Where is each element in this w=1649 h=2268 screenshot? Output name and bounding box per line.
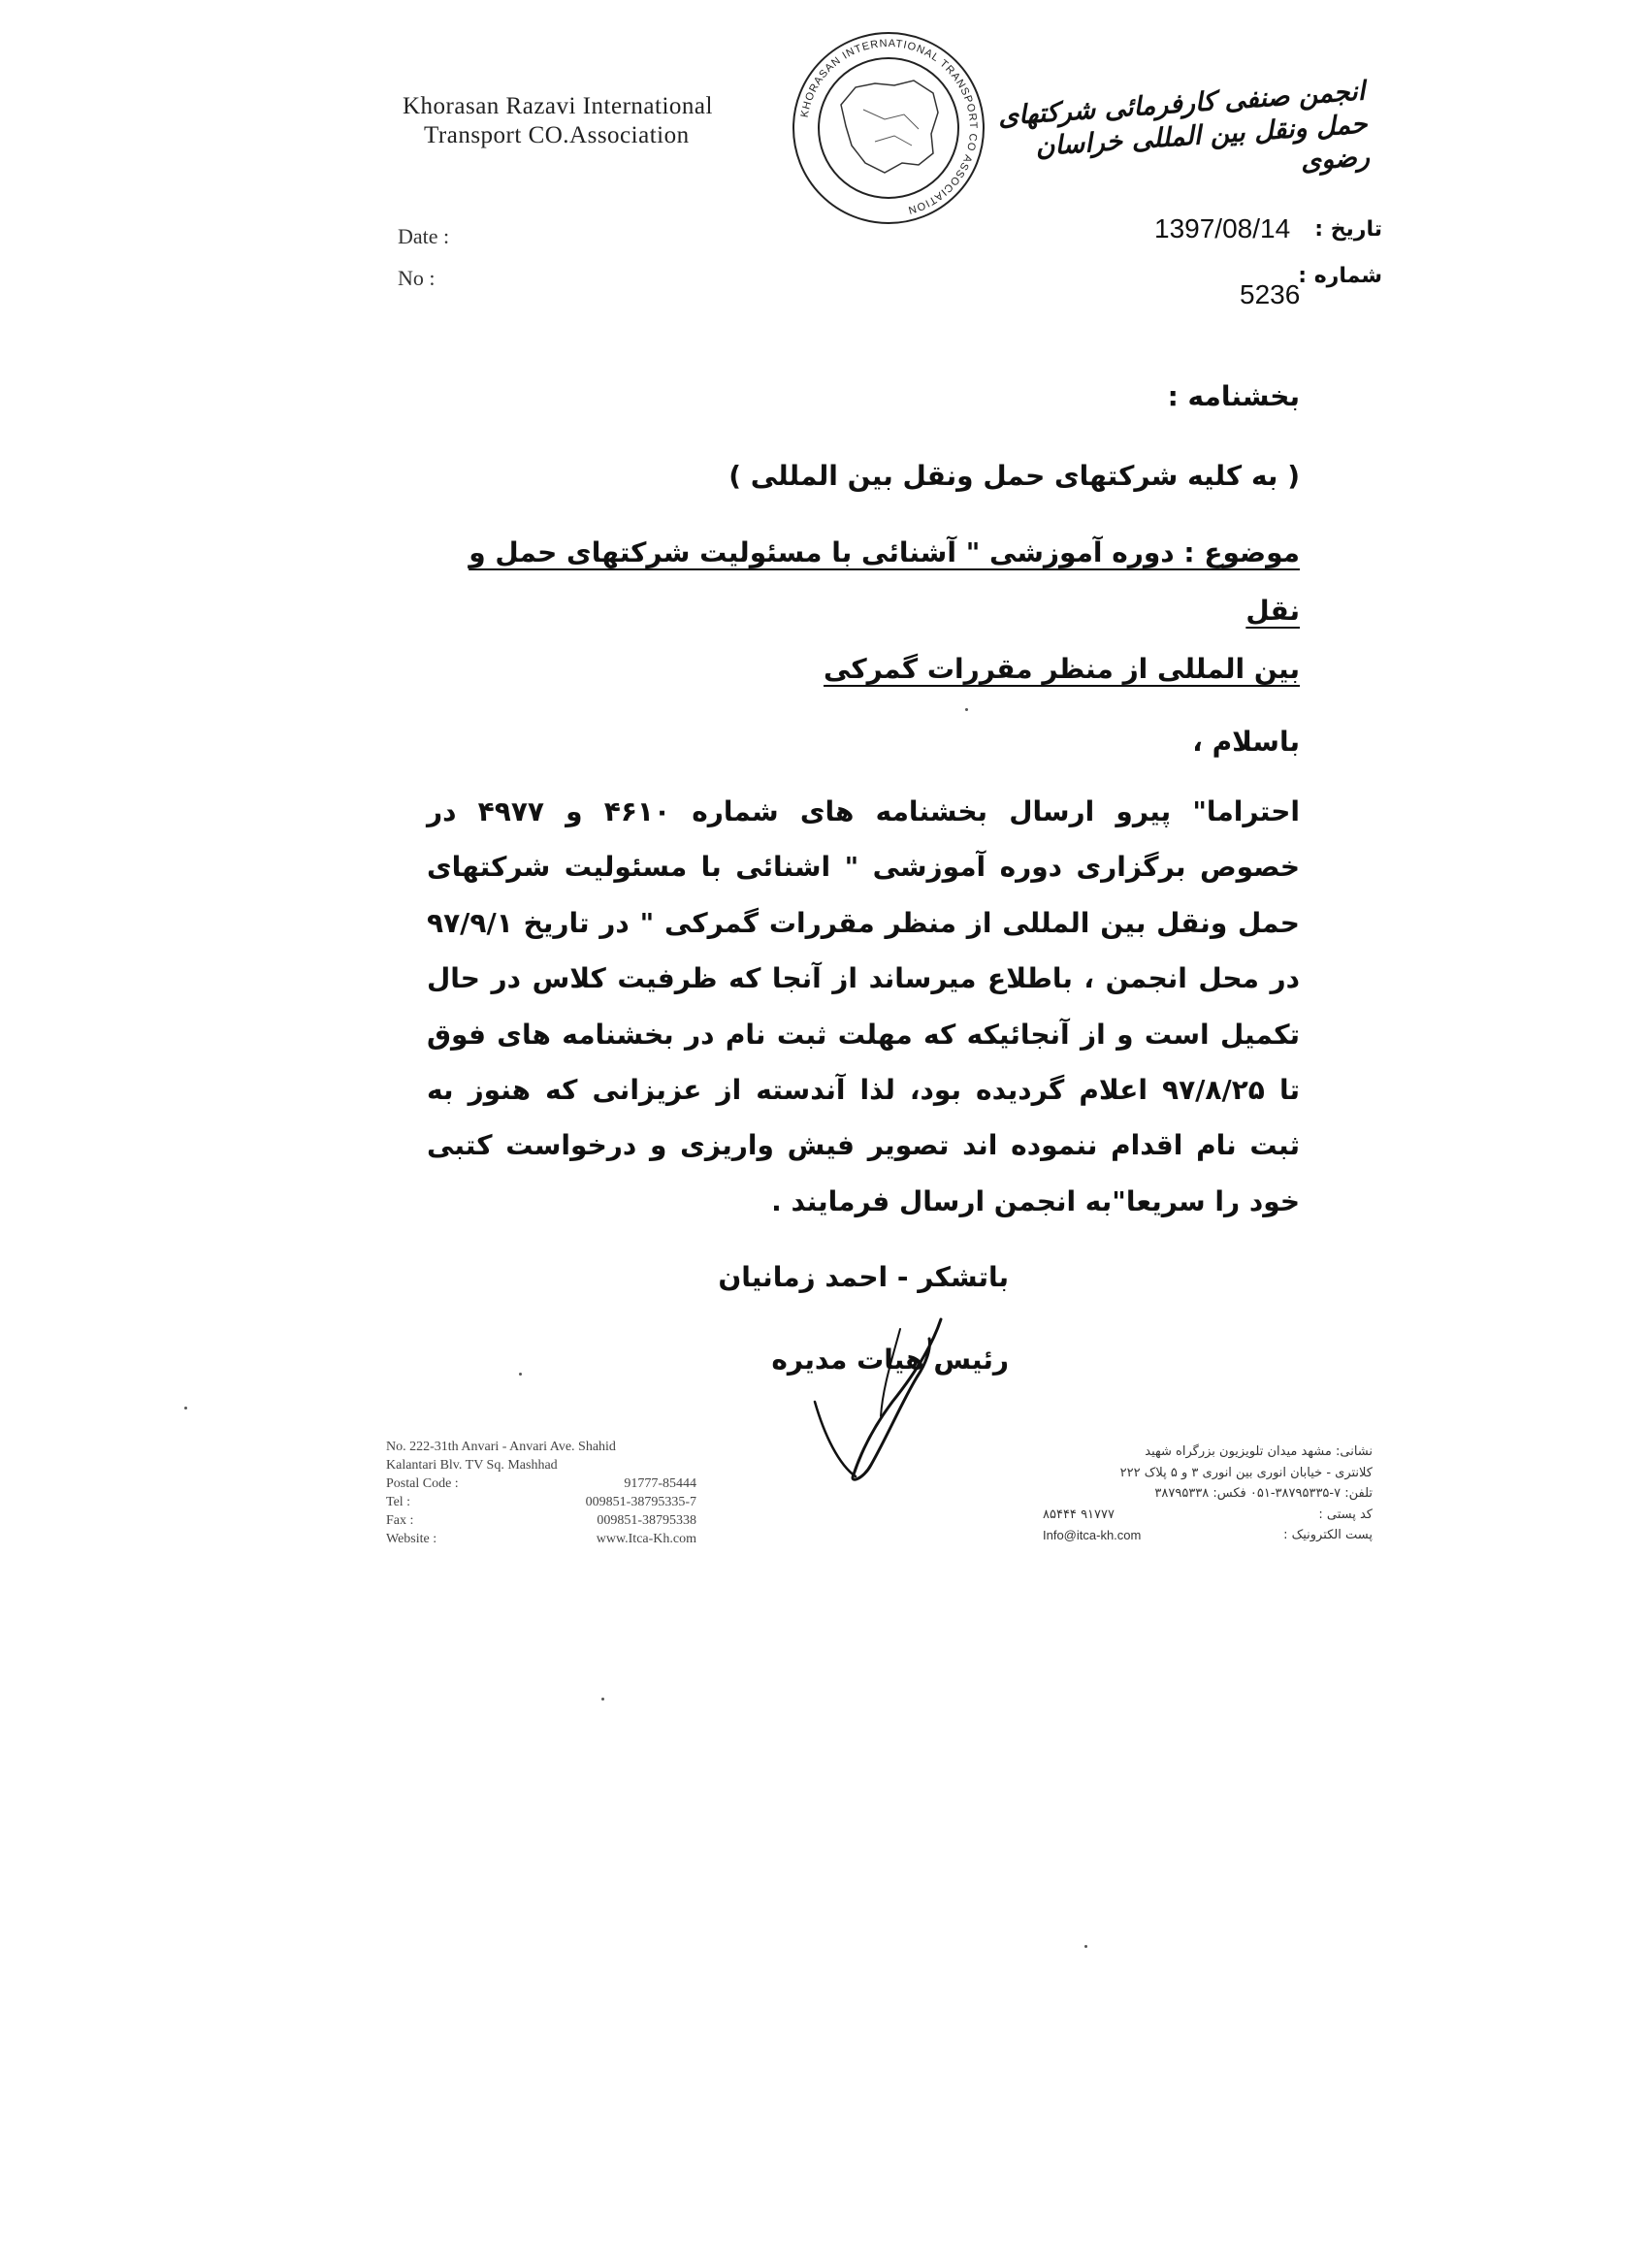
subject: [446, 524, 1300, 698]
footer-fa-email-label: پست الکترونیک :: [1283, 1528, 1373, 1542]
footer-fa-email-row: [1043, 1525, 1373, 1546]
no-label-fa: شماره :: [1298, 264, 1382, 288]
footer-fa-address-line1: نشانی: مشهد میدان تلویزیون بزرگراه شهید: [1145, 1444, 1373, 1459]
tel-label: Tel :: [386, 1495, 411, 1509]
org-name-en: [403, 92, 713, 150]
postal-value: 91777-85444: [624, 1476, 696, 1491]
scan-speck: [965, 708, 968, 711]
website-value: www.Itca-Kh.com: [596, 1532, 696, 1546]
postal-label: Postal Code :: [386, 1476, 459, 1491]
fax-value: 009851-38795338: [597, 1513, 696, 1528]
footer-address-line1: No. 222-31th Anvari - Anvari Ave. Shahid: [386, 1440, 616, 1454]
subject-line2: بین المللی از منظر مقررات گمرکی: [824, 653, 1300, 685]
recipients: ( به کلیه شرکتهای حمل ونقل بین المللی ): [728, 460, 1300, 492]
scan-speck: [1084, 1945, 1087, 1948]
date-value: 1397/08/14: [1154, 213, 1291, 243]
footer-address-line2: Kalantari Blv. TV Sq. Mashhad: [386, 1458, 558, 1473]
seal-text: KHORASAN INTERNATIONAL TRANSPORT CO ASSOCIATION: [798, 37, 980, 216]
footer-en: [386, 1438, 696, 1548]
footer-fa-postal-label: کد پستی :: [1318, 1507, 1373, 1522]
footer-fa-address-line2: کلانتری - خیابان انوری بین انوری ۳ و ۵ پلاک ۲۲۲: [1119, 1465, 1373, 1480]
scan-speck: [601, 1698, 604, 1701]
fax-label: Fax :: [386, 1513, 414, 1528]
footer-fa-postal-value: ۹۱۷۷۷ ۸۵۴۴۴: [1043, 1507, 1115, 1522]
greeting: باسلام ،: [1192, 726, 1300, 758]
tel-value: 009851-38795335-7: [585, 1495, 696, 1509]
footer-postal-row: [386, 1474, 696, 1493]
footer-fa-email-value: Info@itca-kh.com: [1043, 1528, 1142, 1542]
org-name-fa: انجمن صنفی کارفرمائی شرکتهای حمل ونقل بین المللی خراسان رضوی: [996, 76, 1371, 178]
footer-fa-phone-fax: تلفن: ۷-۳۸۷۹۵۳۳۵-۰۵۱ فکس: ۳۸۷۹۵۳۳۸: [1154, 1486, 1373, 1501]
footer-tel-row: [386, 1493, 696, 1511]
closing-thanks: باتشکر - احمد زمانیان: [718, 1261, 1009, 1293]
footer-website-row: [386, 1530, 696, 1548]
map-outline-icon: [841, 81, 938, 173]
website-label: Website :: [386, 1532, 437, 1546]
no-value: 5236: [1240, 279, 1301, 309]
footer-fa: [1043, 1442, 1373, 1546]
date-label-fa: تاریخ :: [1314, 217, 1382, 242]
svg-text:KHORASAN INTERNATIONAL TRANSPO: [799, 38, 979, 216]
circular-label: بخشنامه :: [1167, 380, 1300, 412]
body-paragraph: احتراما" پیرو ارسال بخشنامه های شماره ۴۶۱۰ و ۴۹۷۷ در خصوص برگزاری دوره آموزشی " اشنائی با مسئولیت شرکتهای حمل ونقل بین المللی از منظر مقررات گمرکی " در تاریخ ۹۷/۹/۱ در محل انجمن ، باطلاع میرساند از آنجا که ظرفیت کلاس در حال تکمیل است و از آنجائیکه که مهلت ثبت نام در بخشنامه های فوق تا ۹۷/۸/۲۵ اعلام گردیده بود، لذا آندسته از عزیزانی که هنوز به ثبت نام اقدام ننموده اند تصویر فیش واریزی و درخواست کتبی خود را سریعا"به انجمن ارسال فرمایند .: [427, 795, 1300, 1217]
meta-en: [398, 215, 449, 299]
handwritten-signature: [795, 1310, 960, 1494]
date-label-en: Date :: [398, 224, 450, 248]
scan-speck: [519, 1373, 522, 1376]
footer-fax-row: [386, 1511, 696, 1530]
org-name-en-line2: Transport CO.Association: [424, 122, 690, 148]
scan-speck: [184, 1407, 187, 1409]
signatory-title: رئیس هیات مدیره: [771, 1344, 1009, 1376]
no-label-en: No :: [398, 266, 436, 290]
footer-fa-postal-row: [1043, 1505, 1373, 1526]
org-name-en-line1: Khorasan Razavi International: [403, 93, 713, 119]
subject-line1: موضوع : دوره آموزشی " آشنائی با مسئولیت شرکتهای حمل و نقل: [469, 536, 1300, 627]
